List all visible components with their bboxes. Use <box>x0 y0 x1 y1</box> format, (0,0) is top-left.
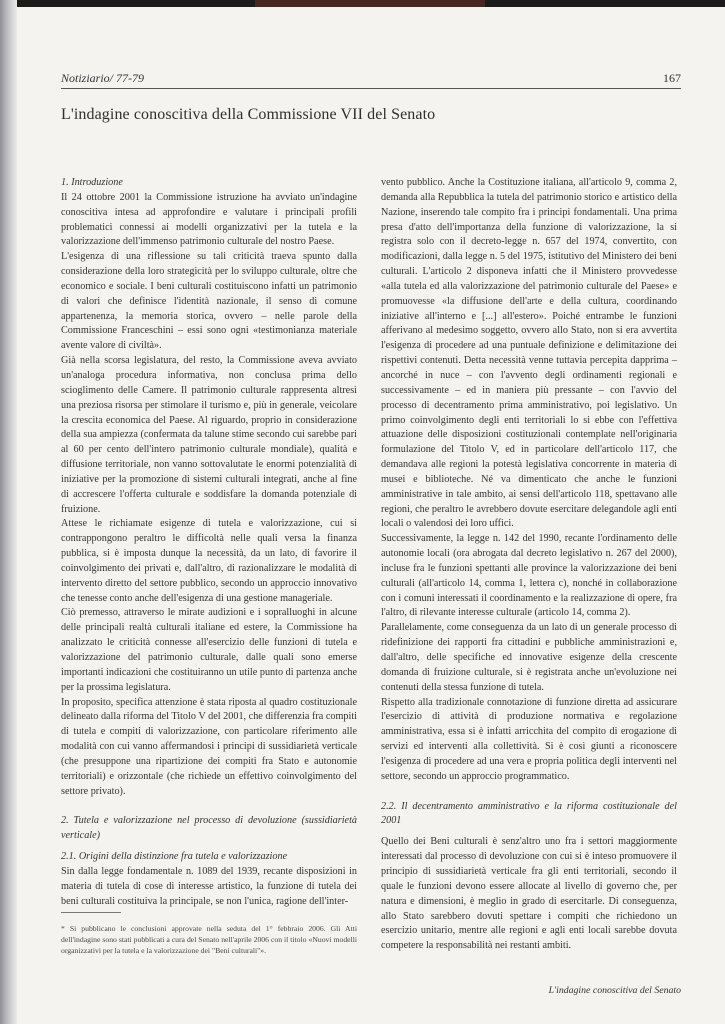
spacer <box>61 799 357 814</box>
scan-top-edge-accent <box>255 0 485 7</box>
running-header <box>61 71 681 85</box>
paragraph: Parallelamente, come conseguenza da un lato di un generale processo di ridefinizione dei rapporti fra cittadini e pubbliche amministrazioni e, dall'altro, delle specifiche ed innovative esigenze della crescente domanda di fruizione culturale, si è registrata anche un'evoluzione nei contenuti della stessa funzione di tutela. <box>381 622 677 693</box>
section-heading-2-1: 2.1. Origini della distinzione fra tutela e valorizzazione <box>61 851 288 863</box>
article-title: L'indagine conoscitiva della Commissione VII del Senato <box>61 106 436 123</box>
footnote: * Si pubblicano le conclusioni approvate nella seduta del 1° febbraio 2006. Gli Atti dell'indagine sono stati pubblicati a cura del Senato nell'aprile 2006 con il titolo «Nuovi modelli organizzativi per la tutela e la valorizzazione dei "Beni culturali"». <box>61 924 357 955</box>
scan-binding-shadow <box>0 0 17 1024</box>
header-rule <box>61 88 681 89</box>
paragraph: Successivamente, la legge n. 142 del 1990, recante l'ordinamento delle autonomie locali (ora abrogata dal decreto legislativo n. 267 del 2000), incluse fra le funzioni spettanti alle province la valorizzazione dei beni culturali (all'articolo 14, comma 1, lettera c), nonché in collaborazione con i comuni interessati il coordinamento e la realizzazione di opere, fra l'altro, di rilevante interesse culturale (articolo 14, comma 2). <box>381 533 677 619</box>
journal-issue: Notiziario/ 77-79 <box>61 71 145 85</box>
paragraph: Attese le richiamate esigenze di tutela e valorizzazione, cui si contrappongono peraltro le difficoltà nelle quali versa la finanza pubblica, si è imposta dunque la necessità, da un lato, di favorire il coinvolgimento dei privati e, dall'altro, di razionalizzare le modalità di intervento diretto del settore pubblico, secondo un approccio innovativo che tenesse conto anche dell'esigenza di una gestione manageriale. <box>61 518 357 604</box>
paragraph: vento pubblico. Anche la Costituzione italiana, all'articolo 9, comma 2, demanda alla Repubblica la tutela del patrimonio storico e artistico della Nazione, inserendo tale compito fra i principi fondamentali. Una prima presa d'atto dell'importanza della funzione di valorizzazione, la si registra solo con il decreto-legge n. 657 del 1974, convertito, con modificazioni, dalla legge n. 5 del 1975, istitutivo del Ministero dei beni culturali. L'articolo 2 disponeva infatti che il Ministero provvedesse «alla tutela ed alla valorizzazione del patrimonio culturale del Paese» e promuovesse «la diffusione dell'arte e della cultura, coordinando iniziative all'interno e [...] all'estero». Poiché entrambe le funzioni afferivano al medesimo soggetto, ovvero allo Stato, non si era avvertita l'esigenza di procedere ad una puntuale definizione e delimitazione dei rispettivi contenuti. Detta necessità venne tuttavia percepita dapprima – ancorché in nuce – con l'avvento degli ordinamenti regionali e successivamente – ed in maniera più pressante – con l'avvio del processo di decentramento prima amministrativo, poi legislativo. Un primo coinvolgimento degli enti territoriali lo si ebbe con l'effettiva attuazione delle disposizioni costituzionali contemplate nell'originaria formulazione del Titolo V, ed in particolare dell'articolo 117, che demandava alle regioni la potestà legislativa concorrente in materia di musei e biblioteche. Né va dimenticato che anche le funzioni amministrative in tale ambito, ai sensi dell'articolo 118, spettavano alle regioni, che peraltro le avrebbero dovute esercitare delegandole agli enti locali o valendosi dei loro uffici. <box>381 177 677 530</box>
paragraph: Quello dei Beni culturali è senz'altro uno fra i settori maggiormente interessati dal processo di devoluzione con cui si è inteso promuovere il principio di sussidiarietà verticale fra gli enti territoriali, secondo il quale le funzioni devono essere allocate al livello di governo che, per natura e dimensioni, è meglio in grado di esercitarle. Di conseguenza, allo Stato sarebbero dovuti spettare i compiti che richiedono un esercizio unitario, mentre alle regioni e agli enti locali sarebbe dovuta competere la responsabilità nei restanti ambiti. <box>381 836 677 952</box>
footnote-rule <box>61 912 121 913</box>
section-heading-1: 1. Introduzione <box>61 177 123 188</box>
paragraph: Già nella scorsa legislatura, del resto, la Commissione aveva avviato un'analoga procedura informativa, non conclusa prima dello scioglimento delle Camere. Il patrimonio culturale rappresenta altresì una preziosa risorsa per stimolare il turismo e, più in generale, veicolare la crescita economica del Paese. Al riguardo, proprio in considerazione della sua ampiezza (confermata da talune stime secondo cui sarebbe pari al 60 per cento dell'intero patrimonio culturale mondiale), qualità e diffusione territoriale, non vanno sottovalutate le enormi potenzialità di iniziative per la promozione di sistemi culturali integrati, anche al fine di accrescere l'offerta culturale e soddisfare la domanda potenziale di fruizione. <box>61 355 357 515</box>
paragraph: Ciò premesso, attraverso le mirate audizioni e i sopralluoghi in alcune delle principali realtà culturali italiane ed estere, la Commissione ha analizzato le criticità connesse all'esercizio delle funzioni di tutela e valorizzazione del patrimonio culturale, dalle quali sono emerse importanti indicazioni che costituiranno un utile punto di partenza anche per la prossima legislatura. <box>61 607 357 693</box>
paragraph: In proposito, specifica attenzione è stata riposta al quadro costituzionale delineato dalla riforma del Titolo V del 2001, che differenzia fra compiti di tutela e compiti di valorizzazione, con particolare riferimento alle modalità con cui vanno affermandosi i principi di sussidiarietà verticale (che presuppone una ripartizione dei compiti fra Stato e autonomie territoriali) e orizzontale (che richiede un effettivo coinvolgimento del settore privato). <box>61 696 357 797</box>
paragraph: Sin dalla legge fondamentale n. 1089 del 1939, recante disposizioni in materia di tutela di cose di interesse artistico, la funzione di tutela dei beni culturali costituiva la principale, se non l'unica, ragione dell'inter- <box>61 865 357 907</box>
paragraph: Il 24 ottobre 2001 la Commissione istruzione ha avviato un'indagine conoscitiva intesa ad approfondire e valutare i principali profili problematici connessi ai modelli organizzativi per la tutela e la valorizzazione dell'immenso patrimonio culturale del nostro Paese. <box>61 191 357 248</box>
paragraph: Rispetto alla tradizionale connotazione di funzione diretta ad assicurare l'esercizio di attività di produzione normativa e regolazione amministrativa, essa si è infatti arricchita del compito di erogazione di servizi ed interventi alla collettività. Si è così giunti a riconoscere l'esigenza di procedere ad una vera e propria politica degli interventi nel settore, secondo un approccio programmatico. <box>381 696 677 782</box>
running-footer: L'indagine conoscitiva del Senato <box>548 985 681 996</box>
right-column <box>381 176 677 954</box>
paragraph: L'esigenza di una riflessione su tali criticità traeva spunto dalla considerazione della loro strategicità per lo sviluppo culturale, oltre che economico e sociale. I beni culturali costituiscono infatti un patrimonio di valori che definisce l'identità nazionale, il senso di comune appartenenza, la memoria storica, ovvero – nelle parole della Commissione Franceschini – essi sono ogni «testimonianza materiale avente valore di civiltà». <box>61 251 357 352</box>
left-column <box>61 176 357 910</box>
section-heading-2-2: 2.2. Il decentramento amministrativo e la riforma costituzionale del 2001 <box>381 800 677 827</box>
spacer <box>381 785 677 800</box>
section-heading-2: 2. Tutela e valorizzazione nel processo di devoluzione (sussidiarietà verticale) <box>61 815 357 842</box>
page-number: 167 <box>663 71 681 85</box>
